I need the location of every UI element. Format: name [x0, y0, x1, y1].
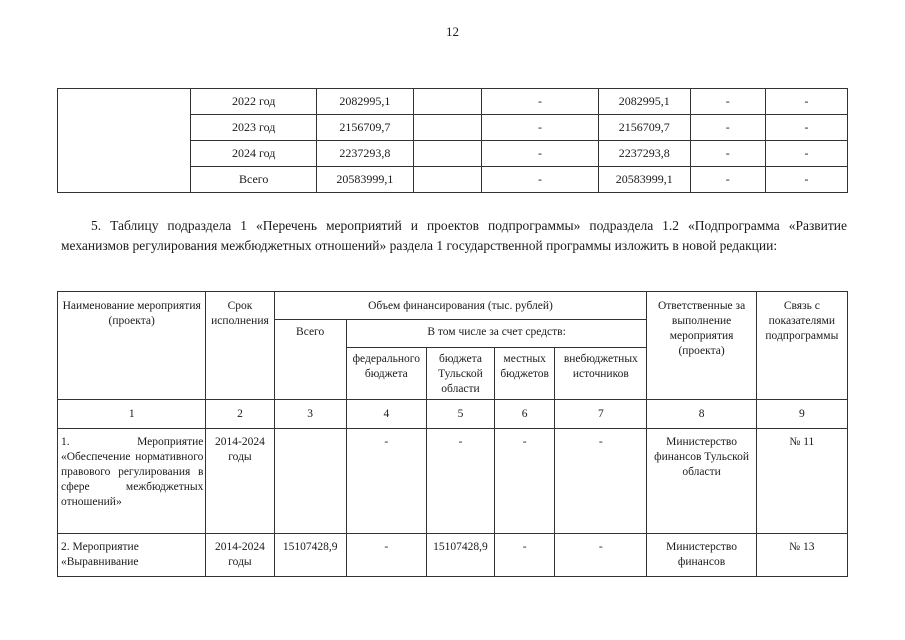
regional-cell: 2082995,1 — [598, 89, 690, 115]
dash-cell: - — [765, 89, 847, 115]
dash-cell: - — [482, 141, 599, 167]
year-cell: 2024 год — [191, 141, 317, 167]
measure-federal: - — [346, 429, 426, 534]
table-row — [58, 429, 848, 534]
dash-cell: - — [765, 115, 847, 141]
year-cell: Всего — [191, 167, 317, 193]
empty-cell — [413, 141, 482, 167]
empty-cell — [413, 167, 482, 193]
header-federal: федерального бюджета — [346, 348, 426, 400]
table-row — [58, 89, 848, 115]
measure-term: 2014-2024 годы — [206, 534, 274, 577]
total-cell: 20583999,1 — [317, 167, 413, 193]
column-number: 2 — [206, 400, 274, 429]
header-link: Связь с показателями подпрограммы — [756, 292, 847, 400]
column-number: 7 — [555, 400, 647, 429]
measure-total: 15107428,9 — [274, 534, 346, 577]
total-cell: 2156709,7 — [317, 115, 413, 141]
column-number: 8 — [647, 400, 756, 429]
total-cell: 2237293,8 — [317, 141, 413, 167]
header-local: местных бюджетов — [495, 348, 555, 400]
regional-cell: 2237293,8 — [598, 141, 690, 167]
measure-responsible: Министерство финансов Тульской области — [647, 429, 756, 534]
empty-cell — [413, 115, 482, 141]
header-row — [58, 292, 848, 320]
empty-cell — [413, 89, 482, 115]
table-row — [58, 534, 848, 577]
measure-responsible: Министерство финансов — [647, 534, 756, 577]
header-term: Срок исполнения — [206, 292, 274, 400]
measure-extra: - — [555, 429, 647, 534]
header-regional: бюджета Тульской области — [426, 348, 494, 400]
header-extra: внебюджетных источников — [555, 348, 647, 400]
measure-link: № 13 — [756, 534, 847, 577]
paragraph-text: 5. Таблицу подраздела 1 «Перечень мероприятий и проектов подпрограммы» подраздела 1.2 «Подпрограмма «Развитие механизмов регулирования межбюджетных отношений» раздела 1 государственной программы изложить в новой редакции: — [61, 218, 847, 253]
year-cell: 2023 год — [191, 115, 317, 141]
dash-cell: - — [482, 167, 599, 193]
measure-name: 2. Мероприятие «Выравнивание — [58, 534, 206, 577]
amendment-paragraph — [61, 216, 847, 256]
column-number: 1 — [58, 400, 206, 429]
measure-local: - — [495, 429, 555, 534]
header-volume: Объем финансирования (тыс. рублей) — [274, 292, 647, 320]
measures-table — [57, 291, 848, 577]
column-numbers-row — [58, 400, 848, 429]
measure-local: - — [495, 534, 555, 577]
measure-regional: - — [426, 429, 494, 534]
dash-cell: - — [690, 115, 765, 141]
year-cell: 2022 год — [191, 89, 317, 115]
dash-cell: - — [482, 115, 599, 141]
column-number: 6 — [495, 400, 555, 429]
column-number: 9 — [756, 400, 847, 429]
column-number: 5 — [426, 400, 494, 429]
page-number: 12 — [446, 24, 459, 39]
merged-empty-cell — [58, 89, 191, 193]
dash-cell: - — [690, 167, 765, 193]
regional-cell: 20583999,1 — [598, 167, 690, 193]
header-name: Наименование мероприятия (проекта) — [58, 292, 206, 400]
measure-total — [274, 429, 346, 534]
financing-by-year-table — [57, 88, 848, 193]
measure-term: 2014-2024 годы — [206, 429, 274, 534]
measure-regional: 15107428,9 — [426, 534, 494, 577]
header-total: Всего — [274, 320, 346, 400]
dash-cell: - — [690, 89, 765, 115]
measure-federal: - — [346, 534, 426, 577]
dash-cell: - — [482, 89, 599, 115]
measure-name: 1. Мероприятие «Обеспечение нормативного правового регулирования в сфере межбюджетных отношений» — [58, 429, 206, 534]
measure-extra: - — [555, 534, 647, 577]
regional-cell: 2156709,7 — [598, 115, 690, 141]
column-number: 3 — [274, 400, 346, 429]
total-cell: 2082995,1 — [317, 89, 413, 115]
dash-cell: - — [690, 141, 765, 167]
measure-link: № 11 — [756, 429, 847, 534]
header-responsible: Ответственные за выполнение мероприятия (проекта) — [647, 292, 756, 400]
column-number: 4 — [346, 400, 426, 429]
dash-cell: - — [765, 141, 847, 167]
header-including: В том числе за счет средств: — [346, 320, 647, 348]
dash-cell: - — [765, 167, 847, 193]
